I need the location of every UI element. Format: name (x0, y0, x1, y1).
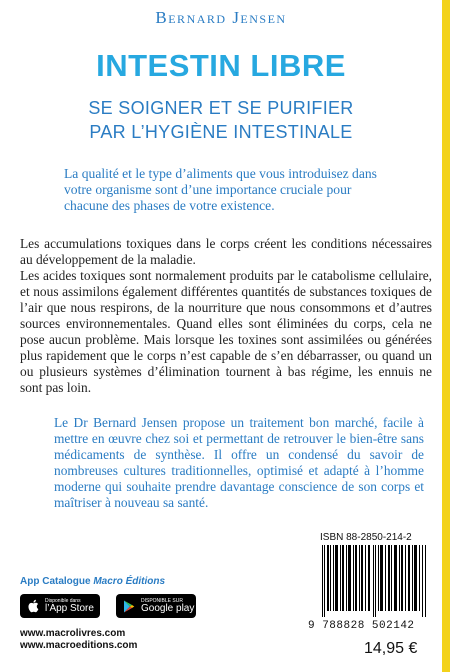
subtitle-line-2: PAR L’HYGIÈNE INTESTINALE (89, 122, 353, 142)
book-title: INTESTIN LIBRE (96, 48, 346, 83)
subtitle-line-1: SE SOIGNER ET SE PURIFIER (88, 98, 354, 118)
app-catalogue-label (20, 576, 165, 587)
body-paragraph-1: Les accumulations toxiques dans le corps créent les conditions nécessaires au développement de la maladie. (20, 236, 432, 267)
google-play-icon (121, 598, 137, 614)
body-paragraph-2: Les acides toxiques sont normalement produits par le catabolisme cellulaire, et nous assimilons également différentes quantités de substances toxiques de l’air que nous respirons, de la nourriture que nous consommons et d’autres sources environnementales. Quand elles sont éliminées du corps, cela ne pose aucun problème. Mais lorsque les toxines sont assimilées ou générées plus rapidement que le corps n’est capable de s’en débarrasser, ou quand un ou plusieurs systèmes d’élimination tournent à bas régime, les ennuis ne sont pas loin. (20, 268, 432, 395)
spine-edge (442, 0, 450, 672)
barcode-digits: 9 788828 502142 (308, 620, 415, 632)
app-store-small-text: Disponible dans (45, 597, 81, 604)
app-store-big-text: l’App Store (45, 602, 94, 614)
promo-paragraph: Le Dr Bernard Jensen propose un traitement bon marché, facile à mettre en œuvre chez soi et permettant de retrouver le bien-être sans médicaments de synthèse. Il offre un condensé du savoir de nombreuses cultures traditionnelles, optimisé et adapté à l’homme moderne qui souhaite prendre davantage conscience de son corps et maîtriser à nouveau sa santé. (54, 415, 424, 510)
barcode (320, 545, 430, 617)
url-macroeditions[interactable]: www.macroeditions.com (20, 640, 138, 651)
isbn-number: ISBN 88-2850-214-2 (320, 532, 412, 543)
app-catalogue-prefix: App Catalogue (20, 576, 91, 587)
publisher-urls (20, 628, 137, 652)
price: 14,95 € (364, 640, 418, 657)
book-subtitle (0, 96, 442, 144)
body-text (20, 236, 432, 396)
google-play-small-text: DISPONIBLE SUR (141, 597, 183, 604)
google-play-badge[interactable] (116, 594, 196, 618)
google-play-big-text: Google play (141, 602, 195, 614)
url-macrolivres[interactable]: www.macrolivres.com (20, 628, 126, 639)
apple-icon (25, 598, 41, 614)
app-catalogue-publisher: Macro Éditions (93, 576, 166, 587)
app-store-badge[interactable] (20, 594, 100, 618)
author-name: Bernard Jensen (155, 8, 287, 27)
intro-paragraph: La qualité et le type d’aliments que vous introduisez dans votre organisme sont d’une importance cruciale pour chacune des phases de votre existence. (64, 166, 377, 213)
